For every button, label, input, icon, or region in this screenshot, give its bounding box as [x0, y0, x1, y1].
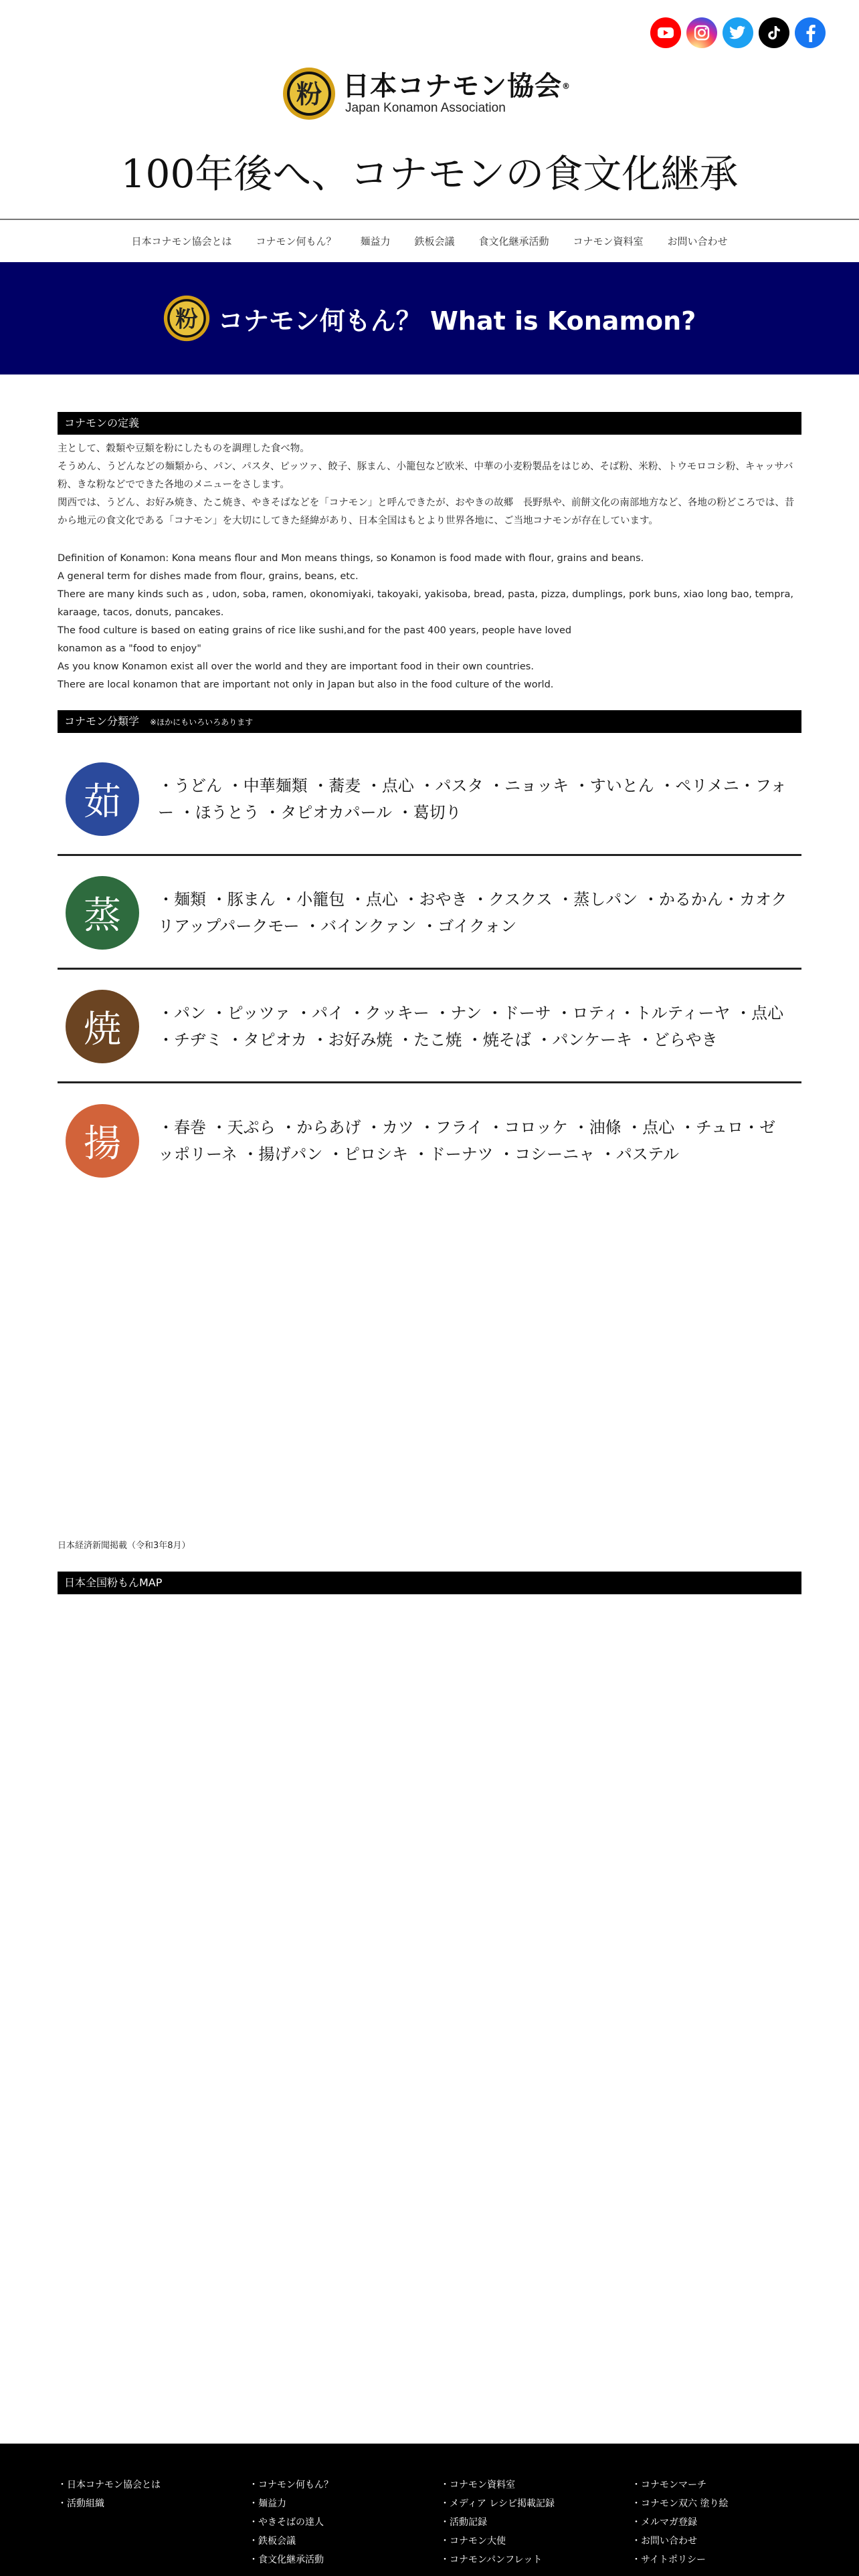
konamon-mark-icon — [282, 67, 336, 120]
footer-link[interactable]: ・コナモンマーチ — [632, 2480, 706, 2490]
footer-link[interactable]: ・日本コナモン協会とは — [58, 2480, 161, 2490]
footer-link[interactable]: ・活動組織 — [58, 2498, 104, 2509]
footer-link[interactable]: ・コナモン資料室 — [440, 2480, 515, 2490]
page-banner — [0, 262, 859, 374]
footer-column-2 — [249, 2476, 333, 2569]
footer-link[interactable]: ・麺益力 — [249, 2498, 286, 2509]
category-row-steam — [58, 857, 801, 970]
footer-link[interactable]: ・活動記録 — [440, 2517, 487, 2528]
category-badge: 蒸 — [66, 876, 139, 950]
registered-mark: ® — [562, 82, 571, 91]
definition-en-line: Definition of Konamon: Kona means flour and Mon means things, so Konamon is food made with flour, grains and beans. — [58, 553, 644, 564]
definition-en — [58, 550, 801, 694]
footer-column-1 — [58, 2476, 161, 2513]
classification-note: ※ほかにもいろいろあります — [150, 718, 254, 727]
definition-jp-line: そうめん、うどんなどの麺類から、パン、パスタ、ピッツァ、餃子、豚まん、小籠包など欧米、中華の小麦粉製品をはじめ、そば粉、米粉、トウモロコシ粉、キャッサバ粉、きな粉などでできた各地のメニューをさします。 — [58, 461, 793, 490]
site-footer — [0, 2444, 859, 2576]
konamon-mark-icon — [163, 295, 210, 342]
category-items: ・春巻 ・天ぷら ・からあげ ・カツ ・フライ ・コロッケ ・油條 ・点心 ・チュロ・ゼッポリーネ ・揚げパン ・ピロシキ ・ドーナツ ・コシーニャ ・パステル — [158, 1118, 776, 1164]
category-badge: 焼 — [66, 990, 139, 1063]
footer-column-4 — [632, 2476, 728, 2569]
footer-link[interactable]: ・サイトポリシー — [632, 2555, 706, 2565]
twitter-icon[interactable] — [723, 17, 753, 48]
social-links — [650, 17, 826, 48]
nav-item-archives[interactable]: コナモン資料室 — [573, 235, 644, 247]
footer-link[interactable]: ・コナモン何もん？ — [249, 2480, 333, 2490]
footer-link[interactable]: ・コナモン大使 — [440, 2536, 506, 2547]
footer-link[interactable]: ・やきそばの達人 — [249, 2517, 324, 2528]
definition-jp-line: 主として、穀類や豆類を粉にしたものを調理した食べ物。 — [58, 443, 310, 454]
footer-link[interactable]: ・鉄板会議 — [249, 2536, 296, 2547]
logo-name-jp — [343, 72, 571, 101]
divider — [0, 219, 859, 220]
instagram-icon[interactable] — [686, 17, 717, 48]
tiktok-icon[interactable] — [759, 17, 789, 48]
definition-en-line: The food culture is based on eating grains of rice like sushi,and for the past 400 years, people have loved — [58, 625, 572, 636]
section-heading-definition: コナモンの定義 — [58, 412, 801, 435]
category-items: ・麺類 ・豚まん ・小籠包 ・点心 ・おやき ・クスクス ・蒸しパン ・かるかん・カオクリアップパークモー ・バインクァン ・ゴイクォン — [158, 889, 787, 936]
definition-en-line: There are many kinds such as , udon, soba, ramen, okonomiyaki, takoyaki, yakisoba, bread, pasta, pizza, dumplings, pork buns, xiao long bao, tempra, karaage, tacos, donuts, pancakes. — [58, 589, 793, 618]
definition-en-line: As you know Konamon exist all over the world and they are important food in their own countries. — [58, 661, 534, 672]
logo-name-jp-text: 日本コナモン協会 — [343, 71, 562, 102]
category-row-boil — [58, 744, 801, 856]
site-logo[interactable] — [282, 67, 571, 120]
footer-link[interactable]: ・お問い合わせ — [632, 2536, 697, 2547]
category-row-fry — [58, 1085, 801, 1197]
nav-item-food-culture[interactable]: 食文化継承活動 — [478, 235, 549, 247]
definition-jp — [58, 440, 801, 530]
definition-en-line: A general term for dishes made from flour, grains, beans, etc. — [58, 571, 359, 582]
section-heading-classification — [58, 710, 801, 733]
footer-column-3 — [440, 2476, 555, 2569]
logo-mark-char: 粉 — [296, 79, 322, 109]
category-row-bake — [58, 971, 801, 1083]
youtube-icon[interactable] — [650, 17, 681, 48]
newspaper-caption: 日本経済新聞掲載（令和3年8月） — [58, 1541, 191, 1551]
footer-link[interactable]: ・コナモンパンフレット — [440, 2555, 543, 2565]
category-items: ・パン ・ピッツァ ・パイ ・クッキー ・ナン ・ドーサ ・ロティ・トルティーヤ ・点心 ・チヂミ ・タピオカ ・お好み焼 ・たこ焼 ・焼そば ・パンケーキ ・どらやき — [158, 1003, 784, 1049]
nav-item-what-is-konamon[interactable]: コナモン何もん？ — [256, 235, 337, 247]
hero-tagline: 100年後へ、コナモンの食文化継承 — [120, 151, 739, 197]
footer-link[interactable]: ・食文化継承活動 — [249, 2555, 324, 2565]
definition-jp-line: 関西では、うどん、お好み焼き、たこ焼き、やきそばなどを「コナモン」と呼んできたが、おやきの故郷 長野県や、前餅文化の南部地方など、各地の粉どころでは、昔から地元の食文化である「コナモン」を大切にしてきた経緯があり、日本全国はもとより世界各地に、ご当地コナモンが存在しています。 — [58, 498, 795, 526]
definition-en-line: There are local konamon that are important not only in Japan but also in the food culture of the world. — [58, 679, 554, 690]
footer-link[interactable]: ・メディア レシピ掲載記録 — [440, 2498, 555, 2509]
logo-name-en: Japan Konamon Association — [345, 101, 506, 115]
nav-item-contact[interactable]: お問い合わせ — [667, 235, 728, 247]
footer-link[interactable]: ・メルマガ登録 — [632, 2517, 697, 2528]
section-heading-map: 日本全国粉もんMAP — [58, 1572, 801, 1594]
banner-mark-char: 粉 — [175, 306, 198, 332]
classification-title: コナモン分類学 — [64, 715, 140, 728]
main-nav — [0, 226, 859, 255]
category-badge: 揚 — [66, 1104, 139, 1178]
nav-item-menekiryoku[interactable]: 麺益力 — [360, 235, 391, 247]
category-items: ・うどん ・中華麺類 ・蕎麦 ・点心 ・パスタ ・ニョッキ ・すいとん ・ペリメニ・フォー ・ほうとう ・タピオカパール ・葛切り — [158, 776, 787, 822]
definition-en-line: konamon as a "food to enjoy" — [58, 643, 201, 654]
facebook-icon[interactable] — [795, 17, 826, 48]
nav-item-teppan-kaigi[interactable]: 鉄板会議 — [414, 235, 455, 247]
page-title: コナモン何もん？ What is Konamon? — [217, 306, 696, 336]
nav-item-about[interactable]: 日本コナモン協会とは — [131, 235, 232, 247]
footer-link[interactable]: ・コナモン双六 塗り絵 — [632, 2498, 729, 2509]
category-badge: 茹 — [66, 762, 139, 836]
